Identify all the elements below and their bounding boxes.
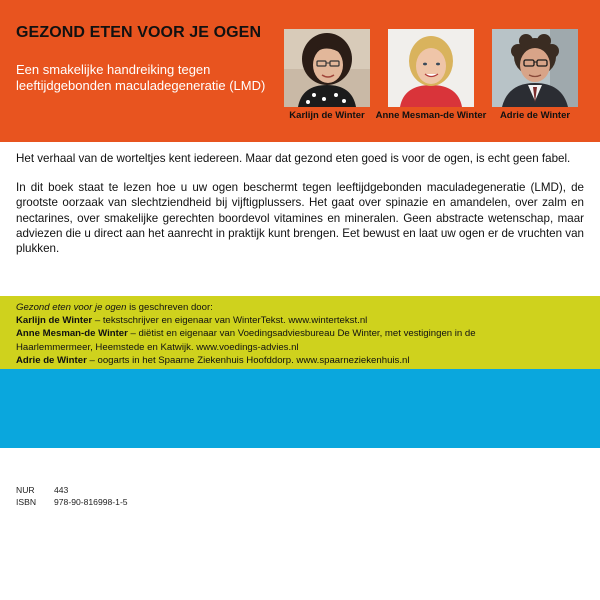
authors-band bbox=[0, 296, 600, 369]
author-entry bbox=[16, 327, 586, 340]
author-name: Anne Mesman-de Winter bbox=[16, 328, 128, 340]
authors-list bbox=[16, 301, 586, 367]
author-description: – tekstschrijver en eigenaar van WinterTekst. www.wintertekst.nl bbox=[92, 315, 368, 327]
isbn-label: ISBN bbox=[16, 497, 37, 507]
blurb-paragraph-2: In dit boek staat te lezen hoe u uw ogen beschermt tegen leeftijdgebonden maculadegeneratie (LMD), de grootste oorzaak van slechtziendheid bij vijftigplussers. Het gaat over spinazie en amandelen, over zalm en nectarines, over smakelijke gerechten boordevol vitamines en mineralen. Geen abstracte wetenschap, maar adviezen die u direct aan het aanrecht in praktijk kunt brengen. Eet bewust en laat uw ogen er de vruchten van plukken. bbox=[16, 181, 584, 256]
nur-value: 443 bbox=[54, 485, 69, 495]
blue-color-band bbox=[0, 369, 600, 448]
author-description: – diëtist en eigenaar van Voedingsadviesbureau De Winter, met vestigingen in de bbox=[127, 328, 476, 340]
author-entry bbox=[16, 354, 586, 367]
woman-portrait-glasses-icon bbox=[284, 29, 370, 107]
nur-row bbox=[16, 484, 128, 496]
blurb-text bbox=[16, 151, 584, 270]
author-description: – oogarts in het Spaarne Ziekenhuis Hoofddorp. www.spaarneziekenhuis.nl bbox=[86, 354, 410, 366]
book-codes bbox=[16, 484, 128, 508]
author-entry bbox=[16, 314, 586, 327]
blurb-paragraph-1: Het verhaal van de worteltjes kent iedereen. Maar dat gezond eten goed is voor de ogen, is echt geen fabel. bbox=[16, 152, 571, 165]
author-name: Adrie de Winter bbox=[16, 354, 87, 366]
portrait-caption-3: Adrie de Winter bbox=[499, 110, 571, 121]
authors-intro-rest: is geschreven door: bbox=[126, 302, 213, 313]
portrait-caption-1: Karlijn de Winter bbox=[289, 110, 365, 121]
book-subtitle: Een smakelijke handreiking tegen leeftijdgebonden maculadegeneratie (LMD) bbox=[16, 62, 266, 93]
nur-label: NUR bbox=[16, 485, 35, 495]
author-name: Karlijn de Winter bbox=[16, 315, 93, 327]
author-description-continued: Haarlemmermeer, Heemstede en Katwijk. www.voedings-advies.nl bbox=[16, 341, 299, 353]
header-banner bbox=[0, 0, 600, 142]
authors-intro-title: Gezond eten voor je ogen bbox=[16, 302, 127, 313]
isbn-row bbox=[16, 496, 128, 508]
book-title: GEZOND ETEN VOOR JE OGEN bbox=[16, 24, 262, 41]
isbn-value: 978-90-816998-1-5 bbox=[54, 497, 128, 507]
authors-intro bbox=[16, 301, 586, 314]
man-portrait-glasses-icon bbox=[492, 29, 578, 107]
portrait-caption-2: Anne Mesman-de Winter bbox=[375, 110, 487, 121]
woman-portrait-blonde-icon bbox=[388, 29, 474, 107]
